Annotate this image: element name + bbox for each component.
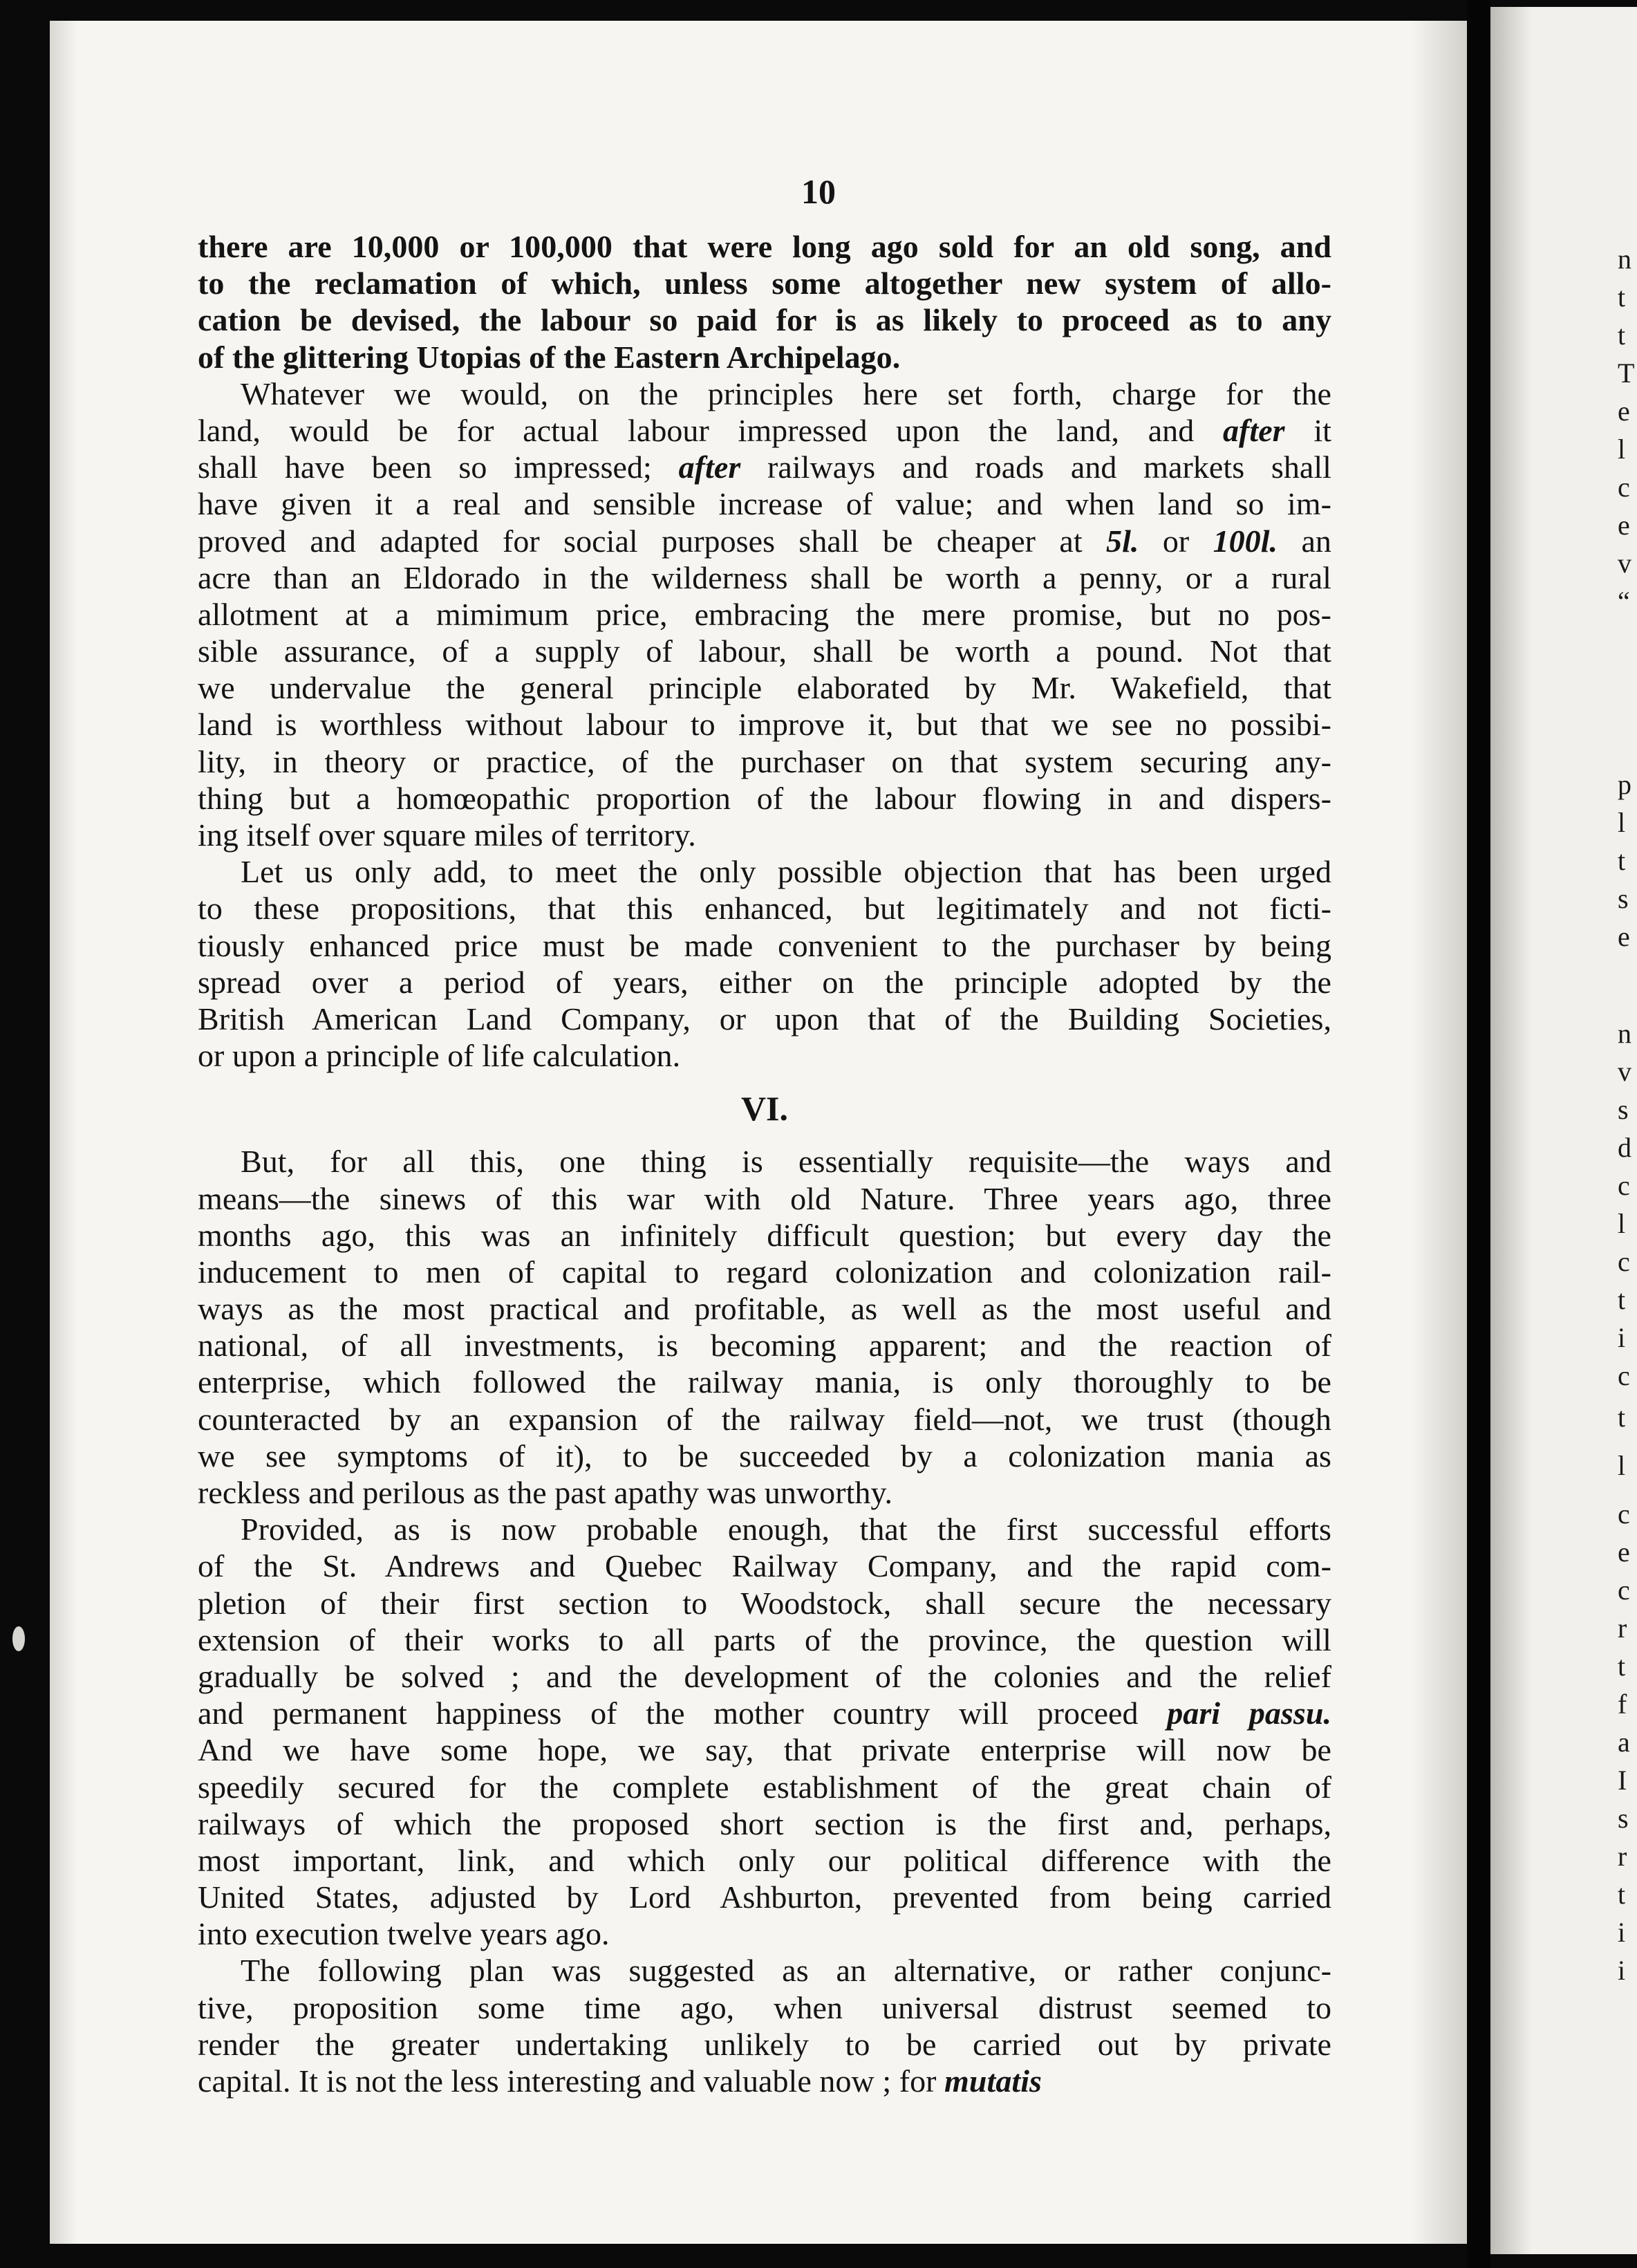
text-line: Provided, as is now probable enough, that the first successful efforts	[241, 1512, 1331, 1547]
text-line: national, of all investments, is becoming apparent; and the reaction of	[198, 1328, 1331, 1364]
text-line: allotment at a mimimum price, embracing the mere promise, but no pos-	[198, 596, 1331, 632]
text-line: railways of which the proposed short section is the first and, perhaps,	[198, 1805, 1331, 1841]
text-line: of the St. Andrews and Quebec Railway Company, and the rapid com-	[198, 1548, 1331, 1584]
facing-page-letter: c	[1618, 472, 1630, 503]
text-line: extension of their works to all parts of the province, the question will	[198, 1621, 1331, 1657]
text-line: The following plan was suggested as an alternative, or rather conjunc-	[241, 1953, 1331, 1989]
facing-page-letter: d	[1618, 1132, 1631, 1163]
section-heading: VI.	[740, 1089, 789, 1128]
paragraph	[198, 375, 1331, 853]
text-line: inducement to men of capital to regard colonization and colonization rail-	[198, 1254, 1331, 1290]
facing-page-letter: c	[1618, 1498, 1630, 1530]
text-line: ing itself over square miles of territory.	[198, 817, 696, 853]
text-line: cation be devised, the labour so paid for is as likely to proceed as to any	[198, 302, 1331, 338]
paragraph	[198, 228, 1331, 375]
text-line: sible assurance, of a supply of labour, shall be worth a pound. Not that	[198, 633, 1331, 669]
facing-page-letter: t	[1618, 319, 1626, 351]
text-line: But, for all this, one thing is essentially requisite—the ways and	[241, 1144, 1331, 1180]
text-line: land, would be for actual labour impressed upon the land, and after it	[198, 412, 1331, 448]
text-line: enterprise, which followed the railway mania, is only thoroughly to be	[198, 1364, 1331, 1400]
facing-page-letter: i	[1618, 1955, 1626, 1986]
facing-page-letter: i	[1618, 1917, 1626, 1948]
facing-page-shade	[1490, 7, 1532, 2254]
facing-page-letter: e	[1618, 921, 1630, 952]
text-line: render the greater undertaking unlikely to be carried out by private	[198, 2026, 1331, 2062]
text-line: to the reclamation of which, unless some altogether new system of allo-	[198, 266, 1331, 301]
facing-page-letter: s	[1618, 883, 1629, 914]
text-line: proved and adapted for social purposes shall be cheaper at 5l. or 100l. an	[198, 523, 1331, 559]
text-line: or upon a principle of life calculation.	[198, 1038, 681, 1074]
facing-page-letter: t	[1618, 1284, 1626, 1315]
facing-page-letter: T	[1618, 357, 1635, 389]
facing-page-letter: p	[1618, 769, 1631, 800]
facing-page-letter: r	[1618, 1612, 1627, 1644]
text-line: and permanent happiness of the mother country will proceed pari passu.	[198, 1695, 1332, 1731]
facing-page-letter: s	[1618, 1094, 1629, 1125]
facing-page-letter: t	[1618, 1651, 1626, 1682]
facing-page-letter: r	[1618, 1841, 1627, 1872]
facing-page-letter: l	[1618, 1450, 1626, 1481]
page-shadow-right	[1410, 21, 1467, 2244]
facing-page-letter: c	[1618, 1246, 1630, 1277]
text-line: into execution twelve years ago.	[198, 1916, 610, 1952]
text-line: tiously enhanced price must be made convenient to the purchaser by being	[198, 927, 1331, 963]
facing-page-letter: i	[1618, 1322, 1626, 1353]
paragraph	[198, 853, 1331, 1074]
text-line: capital. It is not the less interesting and valuable now ; for mutatis	[198, 2063, 1042, 2099]
text-line: have given it a real and sensible increase of value; and when land so im-	[198, 486, 1331, 522]
facing-page-letter: n	[1618, 243, 1631, 275]
page-number: 10	[801, 172, 836, 211]
text-line: means—the sinews of this war with old Nature. Three years ago, three	[198, 1180, 1331, 1216]
text-line: Whatever we would, on the principles here set forth, charge for the	[241, 375, 1331, 411]
facing-page-letter: v	[1618, 548, 1631, 579]
text-line: speedily secured for the complete establishment of the great chain of	[198, 1769, 1331, 1805]
facing-page-letter: “	[1618, 586, 1630, 617]
book-gutter	[1467, 0, 1490, 2268]
facing-page-letter: n	[1618, 1018, 1631, 1049]
scan-spot	[12, 1626, 25, 1651]
facing-page-letter: l	[1618, 1208, 1626, 1239]
text-line: we undervalue the general principle elaborated by Mr. Wakefield, that	[198, 670, 1331, 706]
facing-page-letter: c	[1618, 1574, 1630, 1606]
facing-page-letter: c	[1618, 1170, 1630, 1201]
text-line: there are 10,000 or 100,000 that were long ago sold for an old song, and	[198, 229, 1331, 264]
text-line: we see symptoms of it), to be succeeded by a colonization mania as	[198, 1438, 1331, 1474]
facing-page-letter: e	[1618, 396, 1630, 427]
facing-page-letter: f	[1618, 1689, 1627, 1720]
text-line: And we have some hope, we say, that private enterprise will now be	[198, 1732, 1331, 1768]
text-line: thing but a homœopathic proportion of the labour flowing in and dispers-	[198, 780, 1331, 816]
facing-page-letter: l	[1618, 434, 1626, 465]
facing-page-letter: e	[1618, 510, 1630, 541]
facing-page-letter: t	[1618, 1402, 1626, 1433]
text-line: reckless and perilous as the past apathy was unworthy.	[198, 1475, 893, 1510]
facing-page-letter: v	[1618, 1056, 1631, 1087]
facing-page-letter: t	[1618, 1879, 1626, 1910]
text-line: Let us only add, to meet the only possible objection that has been urged	[241, 854, 1331, 890]
text-line: United States, adjusted by Lord Ashburton, prevented from being carried	[198, 1879, 1331, 1915]
text-line: ways as the most practical and profitable, as well as the most useful and	[198, 1291, 1331, 1327]
text-line: acre than an Eldorado in the wilderness shall be worth a penny, or a rural	[198, 559, 1331, 595]
text-line: most important, link, and which only our political difference with the	[198, 1842, 1331, 1878]
text-line: to these propositions, that this enhanced, but legitimately and not ficti-	[198, 891, 1331, 927]
text-line: months ago, this was an infinitely difficult question; but every day the	[198, 1217, 1331, 1253]
text-line: counteracted by an expansion of the railway field—not, we trust (though	[198, 1401, 1331, 1437]
facing-page-letter: l	[1618, 807, 1626, 838]
page-text	[198, 228, 1331, 2099]
facing-page-letter: s	[1618, 1803, 1629, 1834]
facing-page-letter: c	[1618, 1360, 1630, 1391]
text-line: shall have been so impressed; after railways and roads and markets shall	[198, 449, 1331, 485]
paragraph	[198, 1143, 1331, 1511]
paragraph	[198, 1511, 1331, 1952]
text-line: gradually be solved ; and the development of the colonies and the relief	[198, 1658, 1331, 1694]
text-line: pletion of their first section to Woodstock, shall secure the necessary	[198, 1585, 1331, 1621]
text-line: land is worthless without labour to improve it, but that we see no possibi-	[198, 707, 1331, 743]
facing-page-letter: t	[1618, 281, 1626, 313]
text-line: lity, in theory or practice, of the purchaser on that system securing any-	[198, 743, 1331, 779]
text-line: tive, proposition some time ago, when universal distrust seemed to	[198, 1989, 1331, 2025]
facing-page-letter: e	[1618, 1536, 1630, 1568]
page-shadow-left	[50, 21, 77, 2244]
text-line: of the glittering Utopias of the Eastern Archipelago.	[198, 339, 901, 375]
text-line: spread over a period of years, either on the principle adopted by the	[198, 964, 1331, 1000]
paragraph	[198, 1952, 1331, 2099]
facing-page-letter: t	[1618, 845, 1626, 876]
facing-page-letter: a	[1618, 1727, 1630, 1758]
text-line: British American Land Company, or upon that of the Building Societies,	[198, 1001, 1331, 1037]
facing-page-letter: I	[1618, 1765, 1627, 1796]
